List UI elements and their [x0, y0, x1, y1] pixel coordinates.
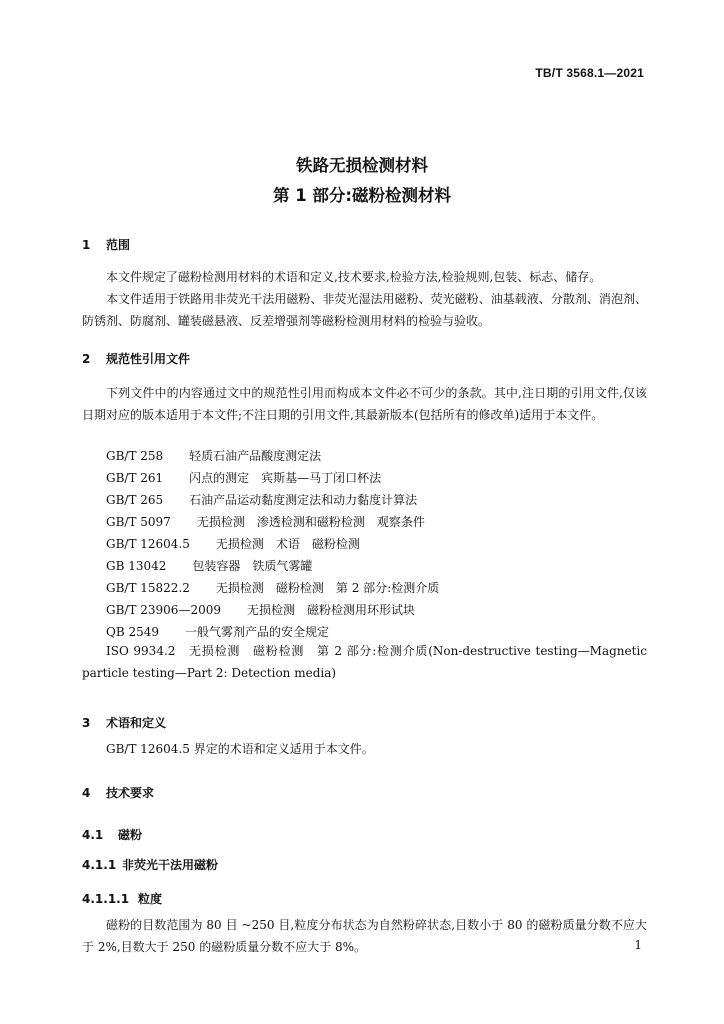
section-number: 4	[82, 786, 91, 800]
section-title: 范围	[106, 238, 131, 252]
subsection-heading-4-1-1	[82, 856, 218, 873]
paragraph: 本文件规定了磁粉检测用材料的术语和定义,技术要求,检验方法,检验规则,包装、标志、储存。	[106, 270, 602, 284]
reference-code: GB/T 265	[106, 493, 164, 507]
section-number: 3	[82, 716, 91, 730]
section-heading-3	[82, 714, 166, 731]
reference-code: QB 2549	[106, 625, 160, 639]
subsection-heading-4-1	[82, 826, 142, 843]
paragraph: 磁粉的目数范围为 80 目 ~250 目,粒度分布状态为自然粉碎状态,目数小于 80 的磁粉质量分数不应大于 2%,目数大于 250 的磁粉质量分数不应大于 8%。	[82, 918, 647, 954]
reference-item-iso: ISO 9934.2 无损检测 磁粉检测 第 2 部分:检测介质(Non-destructive testing—Magnetic particle testing—Part 2: Detection media)	[82, 644, 647, 680]
reference-code: GB 13042	[106, 559, 167, 573]
paragraph: GB/T 12604.5 界定的术语和定义适用于本文件。	[106, 742, 374, 756]
section-number: 4.1.1	[82, 858, 117, 872]
reference-title: 石油产品运动黏度测定法和动力黏度计算法	[189, 493, 418, 507]
section-number: 4.1.1.1	[82, 892, 130, 906]
section-title: 术语和定义	[106, 716, 167, 730]
reference-code: GB/T 261	[106, 471, 164, 485]
reference-title: 无损检测 磁粉检测用环形试块	[246, 603, 415, 617]
paragraph: 下列文件中的内容通过文中的规范性引用而构成本文件必不可少的条款。其中,注日期的引用文件,仅该日期对应的版本适用于本文件;不注日期的引用文件,其最新版本(包括所有的修改单)适用于本文件。	[82, 386, 647, 422]
reference-title: 包装容器 铁质气雾罐	[192, 559, 313, 573]
reference-item	[106, 579, 439, 596]
section-heading-1	[82, 236, 130, 253]
reference-item	[106, 623, 329, 640]
reference-title: 无损检测 术语 磁粉检测	[215, 537, 360, 551]
reference-item	[106, 601, 415, 618]
reference-title: 无损检测 渗透检测和磁粉检测 观察条件	[196, 515, 425, 529]
reference-code: GB/T 258	[106, 449, 164, 463]
reference-code: GB/T 12604.5	[106, 537, 190, 551]
section-number: 4.1	[82, 828, 104, 842]
reference-title: 一般气雾剂产品的安全规定	[185, 625, 330, 639]
reference-item	[106, 557, 312, 574]
reference-code: GB/T 5097	[106, 515, 171, 529]
section-title: 技术要求	[106, 786, 155, 800]
subsection-heading-4-1-1-1	[82, 890, 162, 907]
section-title: 非荧光干法用磁粉	[122, 858, 219, 872]
reference-code: GB/T 15822.2	[106, 581, 190, 595]
reference-item	[106, 491, 417, 508]
section-number: 2	[82, 352, 91, 366]
section-title: 粒度	[138, 892, 163, 906]
paragraph: 本文件适用于铁路用非荧光干法用磁粉、非荧光湿法用磁粉、荧光磁粉、油基载液、分散剂、消泡剂、防锈剂、防腐剂、罐装磁悬液、反差增强剂等磁粉检测用材料的检验与验收。	[82, 292, 647, 328]
reference-code: GB/T 23906—2009	[106, 603, 221, 617]
reference-item	[106, 513, 425, 530]
reference-item	[106, 447, 321, 464]
section-heading-4	[82, 784, 154, 801]
reference-title: 无损检测 磁粉检测 第 2 部分:检测介质	[215, 581, 440, 595]
page-number: 1	[634, 938, 642, 952]
reference-title: 轻质石油产品酸度测定法	[189, 449, 322, 463]
document-subtitle: 第 1 部分:磁粉检测材料	[272, 186, 452, 205]
reference-title: 闪点的测定 宾斯基—马丁闭口杯法	[189, 471, 382, 485]
standard-code: TB/T 3568.1—2021	[535, 66, 644, 80]
reference-item	[106, 469, 381, 486]
document-title: 铁路无损检测材料	[296, 156, 428, 175]
reference-item	[106, 535, 360, 552]
section-title: 磁粉	[118, 828, 143, 842]
section-heading-2	[82, 350, 190, 367]
section-number: 1	[82, 238, 91, 252]
section-title: 规范性引用文件	[106, 352, 191, 366]
